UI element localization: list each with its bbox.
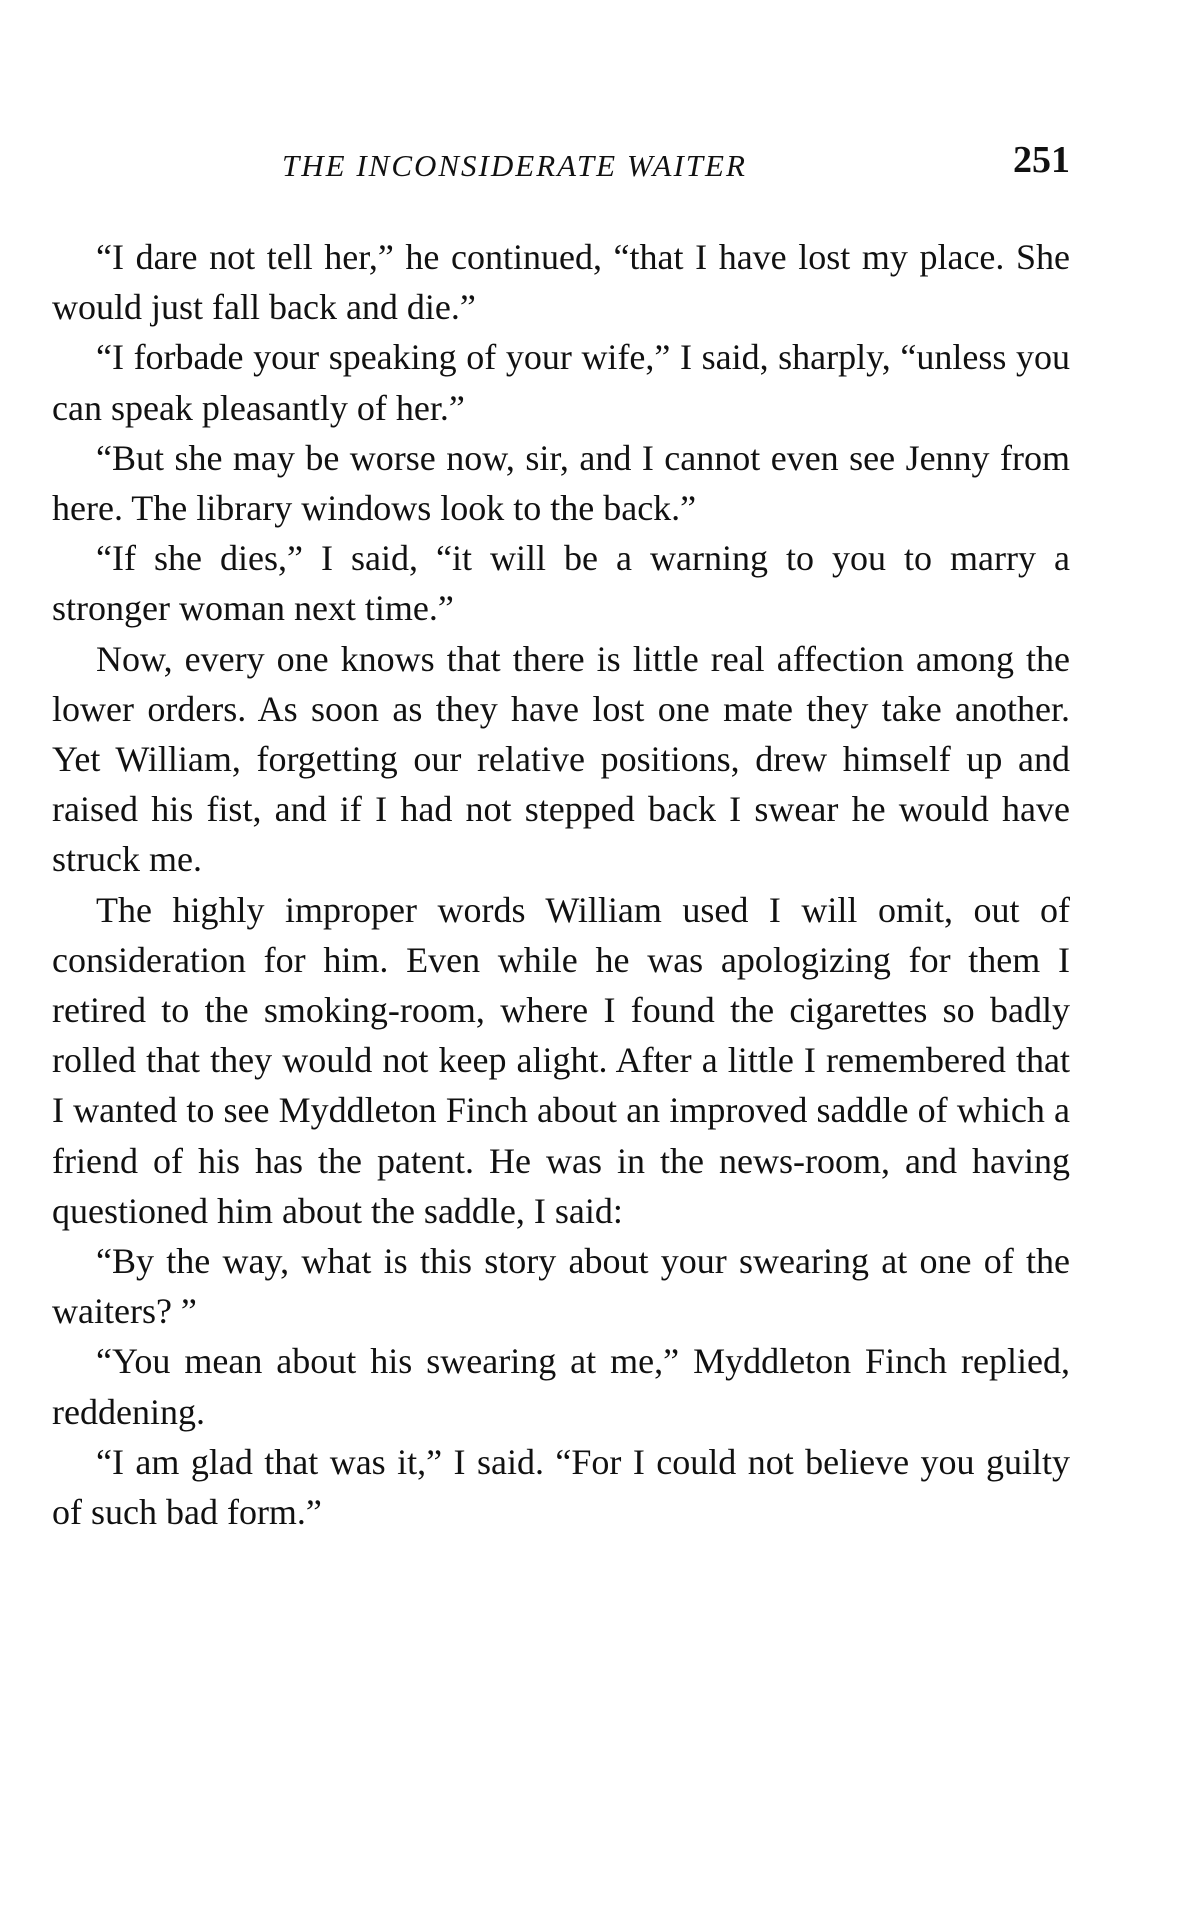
paragraph: “I dare not tell her,” he continued, “that I have lost my place. She would just fall back and die.” — [52, 237, 1070, 328]
paragraph: Now, every one knows that there is little real affection among the lower orders. As soon as they have lost one mate they take another. Yet William, forgetting our relative positions, drew himself up and raised his fist, and if I had not stepped back I swear he would have struck me. — [52, 638, 1070, 880]
paragraph: “You mean about his swearing at me,” Myddleton Finch replied, reddening. — [52, 1341, 1070, 1432]
paragraph: “By the way, what is this story about your swearing at one of the waiters? ” — [52, 1241, 1070, 1332]
paragraph: “If she dies,” I said, “it will be a warning to you to marry a stronger woman next time.” — [52, 538, 1070, 629]
paragraph: The highly improper words William used I will omit, out of consideration for him. Even while he was apologizing for them I retired to the smoking-room, where I found the cigarettes so badly rolled that they would not keep alight. After a little I remembered that I wanted to see Myddleton Finch about an improved saddle of which a friend of his has the patent. He was in the news-room, and having questioned him about the saddle, I said: — [52, 889, 1070, 1231]
paragraph: “But she may be worse now, sir, and I cannot even see Jenny from here. The library windows look to the back.” — [52, 437, 1070, 529]
running-head — [52, 138, 1070, 188]
page-number: 251 — [1013, 139, 1070, 181]
running-title: THE INCONSIDERATE WAITER — [282, 148, 747, 183]
paragraph: “I forbade your speaking of your wife,” I said, sharply, “unless you can speak pleasantly of her.” — [52, 337, 1070, 428]
body-text — [52, 232, 1070, 1537]
paragraph: “I am glad that was it,” I said. “For I could not believe you guilty of such bad form.” — [52, 1441, 1070, 1533]
